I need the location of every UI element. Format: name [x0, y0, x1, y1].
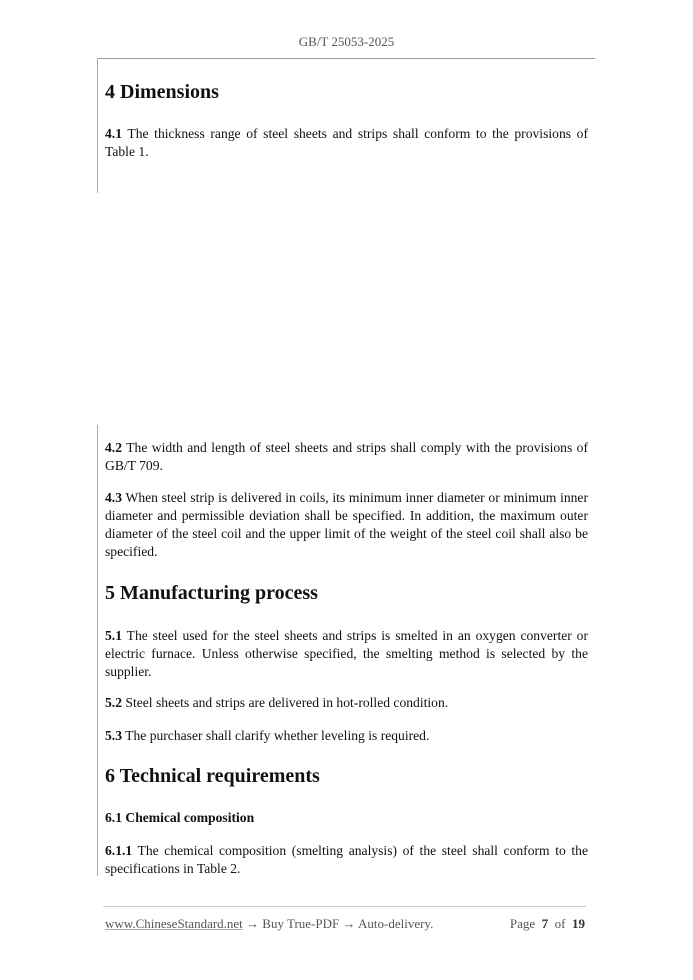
clause-text: The width and length of steel sheets and strips shall comply with the provisions of GB/T 709. [105, 440, 589, 473]
page-total: 19 [572, 916, 585, 931]
clause-4-3 [105, 489, 588, 561]
section-title-6: 6 Technical requirements [105, 765, 320, 787]
footer-divider [103, 906, 586, 907]
clause-number: 4.1 [105, 126, 122, 141]
clause-number: 4.3 [105, 490, 122, 505]
change-bar [97, 58, 98, 193]
header-divider [97, 58, 595, 59]
subsection-title-6-1: 6.1 Chemical composition [105, 810, 255, 825]
clause-text: Steel sheets and strips are delivered in hot-rolled condition. [125, 695, 449, 710]
change-bar [97, 425, 98, 876]
clause-text: When steel strip is delivered in coils, its minimum inner diameter or minimum inner diameter and permissible deviation shall be specified. In addition, the maximum outer diameter of the steel coil and the upper limit of the weight of the steel coil shall also be specified. [105, 490, 588, 559]
section-title-5: 5 Manufacturing process [105, 582, 318, 604]
page-indicator [510, 916, 585, 932]
footer [105, 916, 585, 932]
clause-text: The chemical composition (smelting analysis) of the steel shall conform to the specifications in Table 2. [105, 843, 588, 876]
clause-number: 5.2 [105, 695, 122, 710]
clause-text: The thickness range of steel sheets and strips shall conform to the provisions of Table 1. [105, 126, 588, 159]
clause-5-1 [105, 627, 588, 681]
document-id-header: GB/T 25053-2025 [298, 34, 395, 49]
clause-number: 4.2 [105, 440, 122, 455]
clause-text: The steel used for the steel sheets and strips is smelted in an oxygen converter or electric furnace. Unless otherwise specified, the smelting method is selected by the supplier. [105, 628, 589, 679]
clause-4-2 [105, 439, 588, 475]
footer-promo [105, 916, 433, 932]
clause-number: 6.1.1 [105, 843, 133, 858]
clause-5-2 [105, 694, 588, 712]
clause-4-1 [105, 125, 588, 161]
promo-text: → Buy True-PDF → Auto-delivery. [242, 916, 434, 931]
clause-number: 5.1 [105, 628, 122, 643]
clause-5-3 [105, 727, 588, 745]
website-link[interactable]: www.ChineseStandard.net [105, 916, 243, 931]
page-label: Page [509, 916, 536, 931]
clause-6-1-1 [105, 842, 588, 878]
of-label: of [554, 916, 566, 931]
page-number: 7 [541, 916, 549, 931]
section-title-4: 4 Dimensions [105, 81, 219, 103]
clause-number: 5.3 [105, 728, 122, 743]
clause-text: The purchaser shall clarify whether leveling is required. [125, 728, 430, 743]
